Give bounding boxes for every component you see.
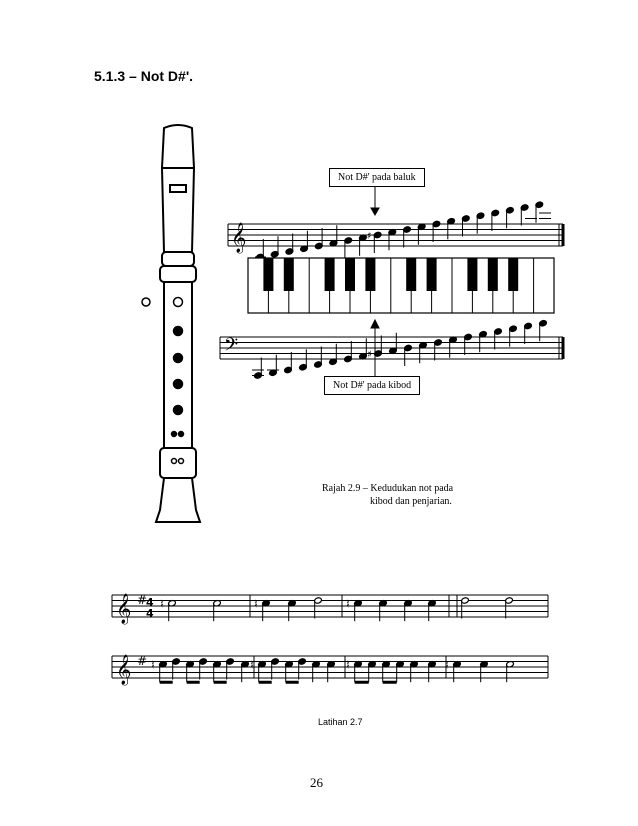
black-key xyxy=(263,258,273,291)
arrow-to-keyboard xyxy=(371,320,379,378)
callout-keyboard-label: Not D#' pada kibod xyxy=(324,376,420,395)
black-key xyxy=(427,258,437,291)
exercise-staff-1 xyxy=(112,593,548,625)
black-key xyxy=(325,258,335,291)
key-signature-sharp-icon: # xyxy=(137,654,148,668)
caption-line-2: kibod dan penjarian. xyxy=(370,496,452,507)
arrow-to-staff xyxy=(371,186,379,215)
finger-hole xyxy=(174,354,183,363)
exercise-label: Latihan 2.7 xyxy=(318,717,363,727)
natural-icon: ♮ xyxy=(346,597,350,611)
finger-hole xyxy=(174,380,183,389)
key-signature-sharp-icon: # xyxy=(137,593,148,607)
black-key xyxy=(406,258,416,291)
treble-clef-icon: 𝄞 xyxy=(116,655,132,685)
double-hole xyxy=(172,459,177,464)
time-signature-top: 4 xyxy=(146,596,154,609)
exercise-staff-2 xyxy=(112,654,548,686)
natural-icon: ♮ xyxy=(250,658,254,672)
black-key xyxy=(365,258,375,291)
black-key xyxy=(488,258,498,291)
black-key xyxy=(508,258,518,291)
keyboard-frame xyxy=(248,258,554,313)
finger-hole xyxy=(174,406,183,415)
callout-staff-label: Not D#' pada baluk xyxy=(329,168,425,187)
natural-icon: ♮ xyxy=(445,658,449,672)
page-number: 26 xyxy=(310,775,323,790)
black-key xyxy=(284,258,294,291)
double-hole xyxy=(179,459,184,464)
black-key xyxy=(345,258,355,291)
bass-clef-icon: 𝄢 xyxy=(224,335,239,360)
black-key xyxy=(467,258,477,291)
treble-clef-icon: 𝄞 xyxy=(116,594,132,624)
treble-clef-icon: 𝄞 xyxy=(231,223,247,253)
piano-keyboard xyxy=(248,258,554,313)
double-hole xyxy=(179,432,184,437)
sharp-icon: ♯ xyxy=(366,231,372,242)
treble-staff xyxy=(228,201,563,261)
bass-staff xyxy=(220,320,563,380)
natural-icon: ♮ xyxy=(151,658,155,672)
natural-icon: ♮ xyxy=(254,597,258,611)
double-hole xyxy=(172,432,177,437)
recorder-illustration xyxy=(156,125,200,522)
finger-hole xyxy=(174,327,183,336)
natural-icon: ♮ xyxy=(346,658,350,672)
section-heading: 5.1.3 – Not D#'. xyxy=(94,68,194,84)
finger-hole xyxy=(174,298,183,307)
sharp-icon: ♯ xyxy=(367,349,372,361)
thumb-hole xyxy=(142,298,150,306)
natural-icon: ♮ xyxy=(160,597,164,611)
time-signature-bottom: 4 xyxy=(146,607,154,620)
figure-caption xyxy=(322,482,453,508)
caption-line-1: Rajah 2.9 – Kedudukan not pada xyxy=(322,483,454,494)
